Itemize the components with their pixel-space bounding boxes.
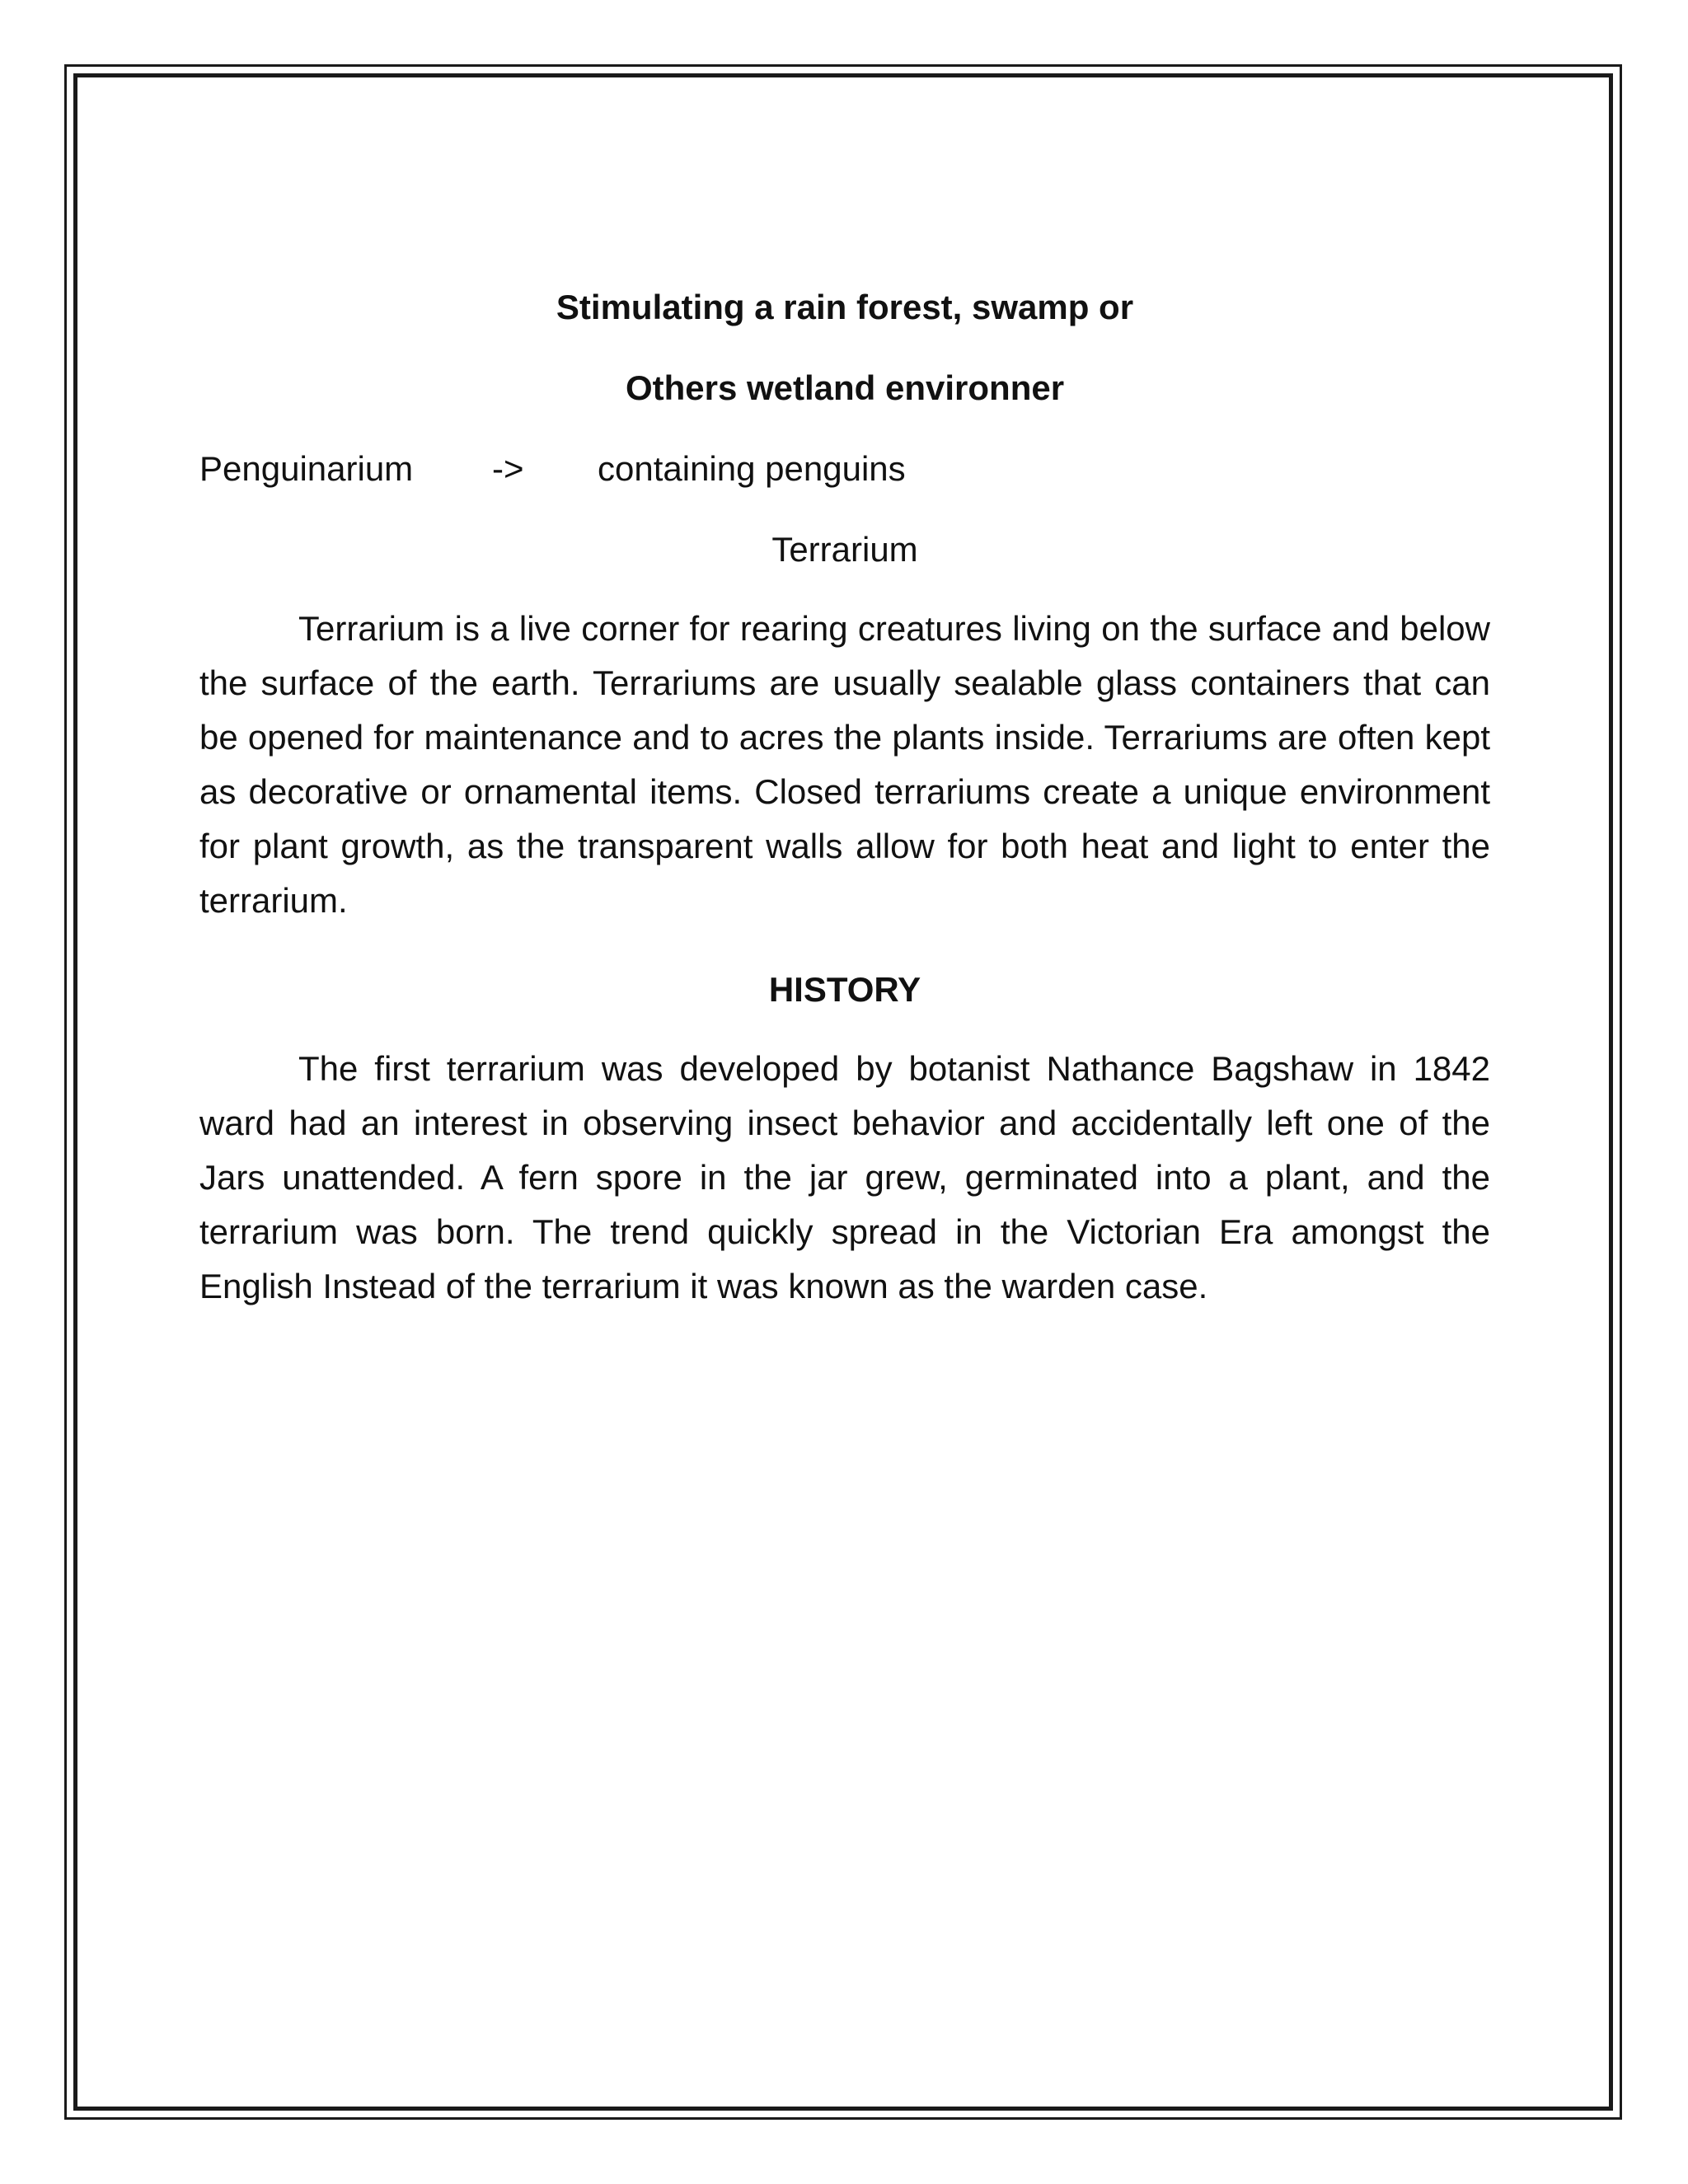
arrow-icon: -> bbox=[492, 449, 524, 488]
definition-term: Penguinarium bbox=[199, 449, 414, 488]
paragraph-terrarium: Terrarium is a live corner for rearing creatures living on the surface and below the surface of the earth. Terrariums are usually sealable glass containers that can be opened for maintenance and to acres the plants inside. Terrariums are often kept as decorative or ornamental items. Closed terrariums create a unique environment for plant growth, as the transparent walls allow for both heat and light to enter the terrarium. bbox=[199, 609, 1490, 920]
definition-line bbox=[199, 442, 1490, 496]
subtitle: Terrarium bbox=[771, 530, 918, 569]
paragraph-history: The first terrarium was developed by botanist Nathance Bagshaw in 1842 ward had an interest in observing insect behavior and accidentally left one of the Jars unattended. A fern spore in the jar grew, germinated into a plant, and the terrarium was born. The trend quickly spread in the Victorian Era amongst the English Instead of the terrarium it was known as the warden case. bbox=[199, 1049, 1490, 1305]
history-heading: HISTORY bbox=[768, 970, 921, 1009]
document-content bbox=[199, 280, 1490, 1348]
title-line-2: Others wetland environner bbox=[625, 368, 1065, 407]
title-line-1: Stimulating a rain forest, swamp or bbox=[556, 288, 1134, 326]
definition-meaning: containing penguins bbox=[598, 449, 906, 488]
